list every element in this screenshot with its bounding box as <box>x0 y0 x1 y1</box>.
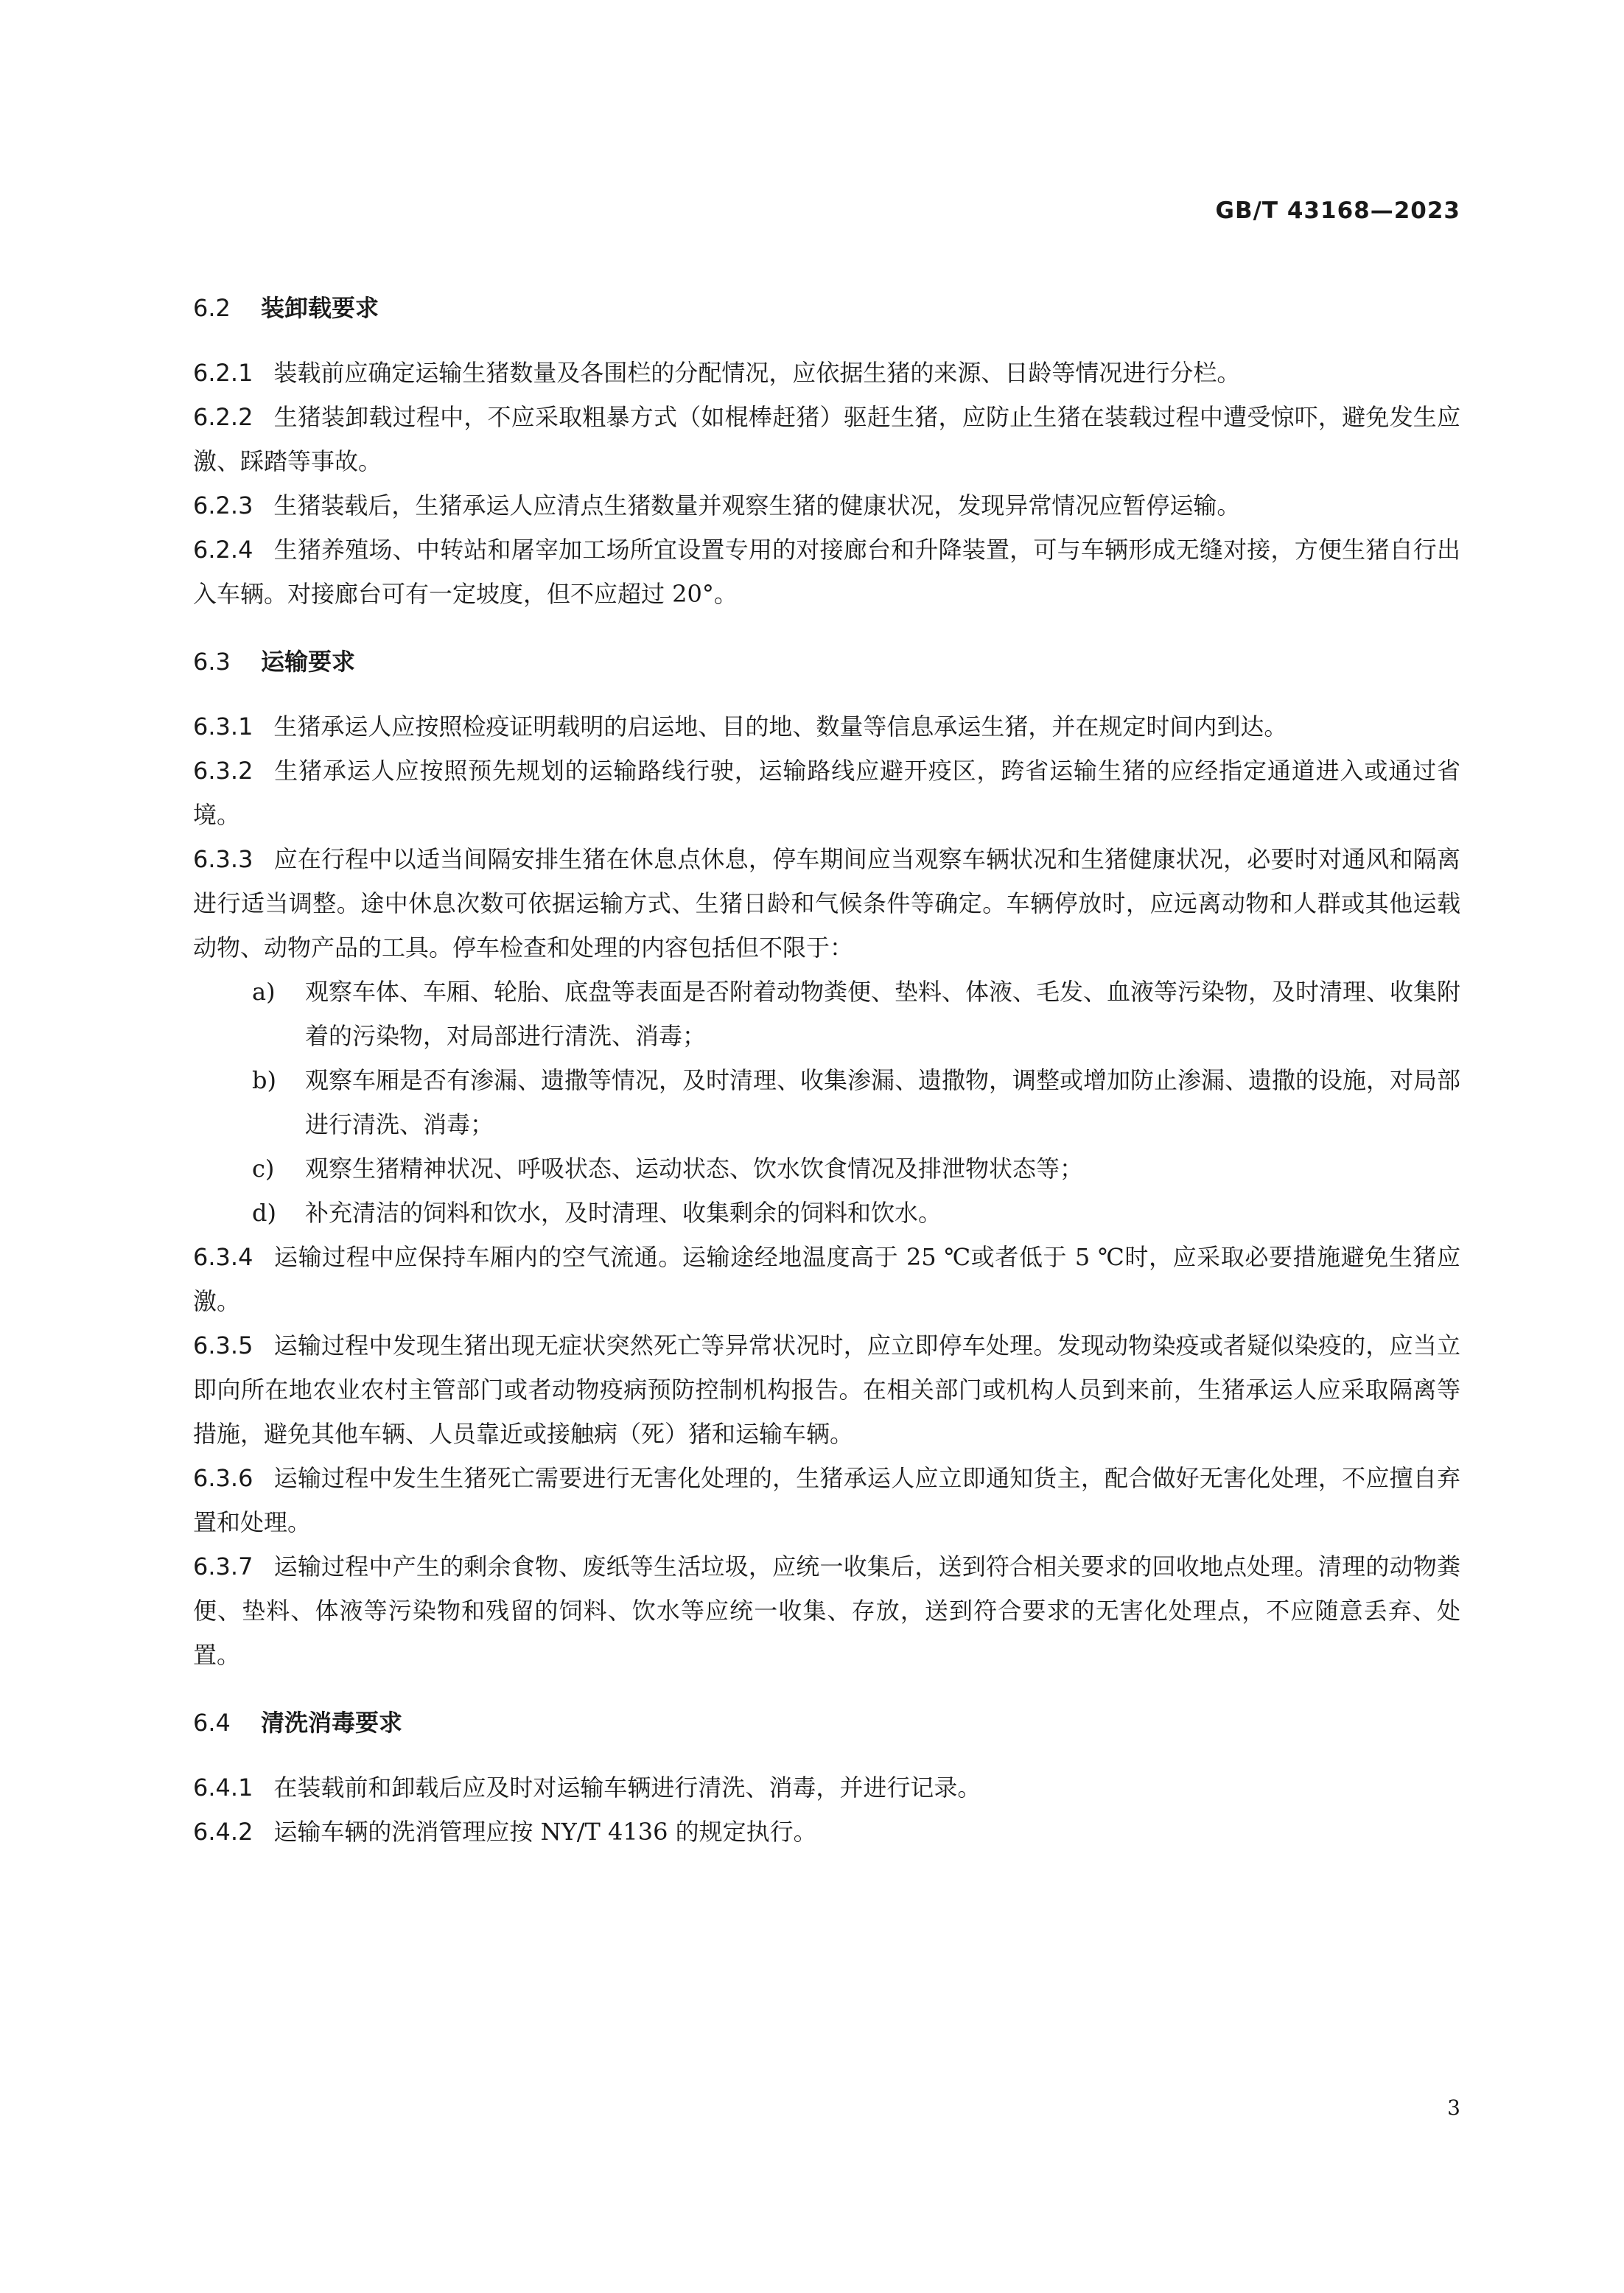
page-number: 3 <box>1447 2096 1460 2120</box>
list-item-b: b) 观察车厢是否有渗漏、遗撒等情况，及时清理、收集渗漏、遗撒物，调整或增加防止渗漏、遗撒的设施，对局部进行清洗、消毒； <box>252 1066 1461 1138</box>
list-item-c: c) 观察生猪精神状况、呼吸状态、运动状态、饮水饮食情况及排泄物状态等； <box>252 1155 1084 1183</box>
clause-6-3-4: 6.3.4 运输过程中应保持车厢内的空气流通。运输途经地温度高于 25 ℃或者低于 5 ℃时，应采取必要措施避免生猪应激。 <box>193 1243 1460 1315</box>
clause-6-2-1: 6.2.1 装载前应确定运输生猪数量及各围栏的分配情况，应依据生猪的来源、日龄等情况进行分栏。 <box>193 359 1241 387</box>
document-body <box>193 287 1460 1854</box>
clause-6-3-2: 6.3.2 生猪承运人应按照预先规划的运输路线行驶，运输路线应避开疫区，跨省运输生猪的应经指定通道进入或通过省境。 <box>193 757 1460 829</box>
section-heading-6-3: 6.3 运输要求 <box>193 648 356 676</box>
clause-6-2-2: 6.2.2 生猪装卸载过程中，不应采取粗暴方式（如棍棒赶猪）驱赶生猪，应防止生猪在装载过程中遭受惊吓，避免发生应激、踩踏等事故。 <box>193 403 1460 475</box>
clause-6-2-4: 6.2.4 生猪养殖场、中转站和屠宰加工场所宜设置专用的对接廊台和升降装置，可与车辆形成无缝对接，方便生猪自行出入车辆。对接廊台可有一定坡度，但不应超过 20°。 <box>193 536 1460 608</box>
clause-6-3-3: 6.3.3 应在行程中以适当间隔安排生猪在休息点休息，停车期间应当观察车辆状况和生猪健康状况，必要时对通风和隔离进行适当调整。途中休息次数可依据运输方式、生猪日龄和气候条件等确定。车辆停放时，应远离动物和人群或其他运载动物、动物产品的工具。停车检查和处理的内容包括但不限于： <box>193 845 1460 962</box>
standard-number: GB/T 43168—2023 <box>1215 197 1460 224</box>
list-item-a: a) 观察车体、车厢、轮胎、底盘等表面是否附着动物粪便、垫料、体液、毛发、血液等污染物，及时清理、收集附着的污染物，对局部进行清洗、消毒； <box>252 978 1461 1050</box>
clause-6-3-6: 6.3.6 运输过程中发生生猪死亡需要进行无害化处理的，生猪承运人应立即通知货主，配合做好无害化处理，不应擅自弃置和处理。 <box>193 1464 1460 1536</box>
section-heading-6-2: 6.2 装卸载要求 <box>193 294 379 322</box>
clause-6-3-7: 6.3.7 运输过程中产生的剩余食物、废纸等生活垃圾，应统一收集后，送到符合相关要求的回收地点处理。清理的动物粪便、垫料、体液等污染物和残留的饲料、饮水等应统一收集、存放，送到符合要求的无害化处理点，不应随意丢弃、处置。 <box>193 1552 1460 1669</box>
clause-6-2-3: 6.2.3 生猪装载后，生猪承运人应清点生猪数量并观察生猪的健康状况，发现异常情况应暂停运输。 <box>193 491 1241 519</box>
section-heading-6-4: 6.4 清洗消毒要求 <box>193 1709 403 1737</box>
list-item-d: d) 补充清洁的饲料和饮水，及时清理、收集剩余的饲料和饮水。 <box>252 1199 942 1227</box>
clause-6-3-1: 6.3.1 生猪承运人应按照检疫证明载明的启运地、目的地、数量等信息承运生猪，并在规定时间内到达。 <box>193 713 1288 741</box>
clause-6-4-2: 6.4.2 运输车辆的洗消管理应按 NY/T 4136 的规定执行。 <box>193 1818 817 1846</box>
clause-6-3-5: 6.3.5 运输过程中发现生猪出现无症状突然死亡等异常状况时，应立即停车处理。发现动物染疫或者疑似染疫的，应当立即向所在地农业农村主管部门或者动物疫病预防控制机构报告。在相关部门或机构人员到来前，生猪承运人应采取隔离等措施，避免其他车辆、人员靠近或接触病（死）猪和运输车辆。 <box>193 1331 1460 1448</box>
clause-6-4-1: 6.4.1 在装载前和卸载后应及时对运输车辆进行清洗、消毒，并进行记录。 <box>193 1774 981 1802</box>
